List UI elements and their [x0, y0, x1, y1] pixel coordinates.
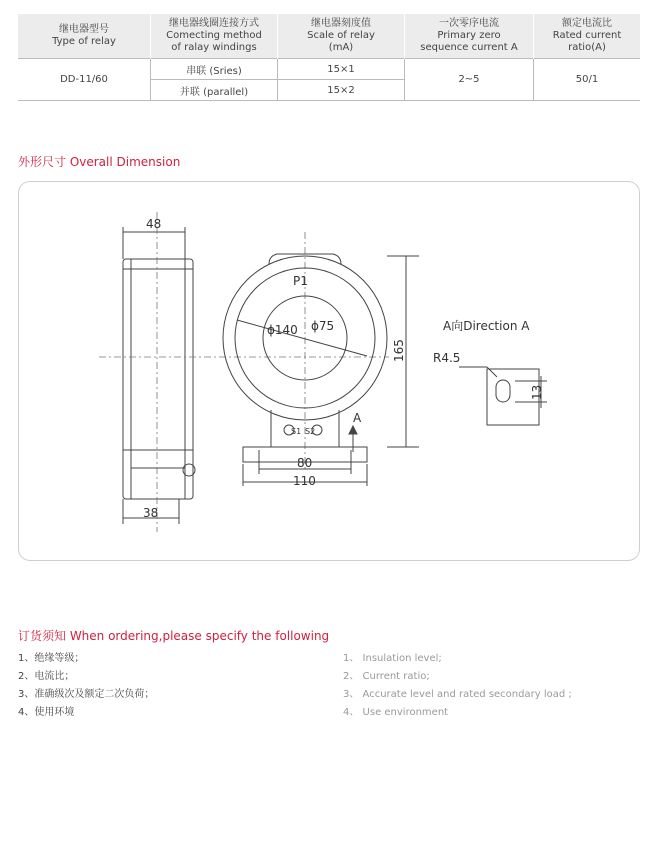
header-en: sequence current A [420, 42, 518, 53]
header-method [151, 14, 278, 59]
header-en: Type of relay [52, 36, 116, 47]
spec-table [18, 14, 640, 101]
list-item: 2、 Current ratio; [343, 671, 430, 682]
drawing-svg [19, 182, 639, 560]
dim-radius: R4.5 [433, 351, 461, 365]
table-row [18, 59, 640, 80]
list-item: 2、电流比； [18, 671, 75, 682]
ordering-title: 订货须知 When ordering,please specify the following [18, 629, 330, 643]
dim-width-top: 48 [146, 217, 162, 231]
cell-method: 串联 (Sries) [151, 59, 278, 80]
header-cn: 额定电流比 [562, 18, 612, 29]
dim-bore-diameter: ϕ75 [311, 319, 335, 333]
ordering-list-cn [18, 650, 154, 722]
list-item: 4、使用环境 [18, 707, 75, 718]
header-cn: 继电器线圈连接方式 [169, 18, 259, 29]
dim-slot: 13 [530, 384, 544, 400]
label-direction: A向Direction A [443, 319, 530, 333]
ordering-list-en [343, 650, 572, 722]
cell-scale: 15×2 [278, 80, 405, 101]
label-terminal-s1: S1 [291, 427, 302, 436]
header-type [18, 14, 151, 59]
list-item: 4、 Use environment [343, 707, 449, 718]
header-cn: 继电器刻度值 [311, 18, 371, 29]
dimension-drawing [18, 181, 640, 561]
header-cn: 继电器型号 [59, 24, 109, 35]
header-en: Primary zero [437, 30, 501, 41]
list-item: 3、 Accurate level and rated secondary load ; [343, 689, 572, 700]
header-cn: 一次零序电流 [439, 18, 499, 29]
list-item: 1、 Insulation level; [343, 653, 442, 664]
label-terminal-s2: S2 [305, 427, 316, 436]
cell-model: DD-11/60 [18, 59, 151, 101]
cell-rated-ratio: 50/1 [534, 59, 641, 101]
label-p1: P1 [293, 274, 308, 288]
cell-primary-current: 2~5 [405, 59, 534, 101]
dim-inner-diameter: ϕ140 [267, 323, 298, 337]
header-scale [278, 14, 405, 59]
header-en: ratio(A) [568, 42, 606, 53]
cell-method: 并联 (parallel) [151, 80, 278, 101]
dim-base-inner: 80 [297, 456, 313, 470]
header-primary [405, 14, 534, 59]
list-item: 1、绝缘等级； [18, 653, 85, 664]
label-view-marker: A [353, 411, 362, 425]
dim-base-outer: 110 [293, 474, 316, 488]
header-en: of ralay windings [171, 42, 257, 53]
cell-scale: 15×1 [278, 59, 405, 80]
header-en: Rated current [552, 30, 622, 41]
list-item: 3、准确级次及额定二次负荷； [18, 689, 155, 700]
dimension-title: 外形尺寸 Overall Dimension [18, 155, 181, 169]
header-ratio [534, 14, 641, 59]
header-en: Comecting method [166, 30, 262, 41]
header-en: Scale of relay [307, 30, 375, 41]
header-en: (mA) [328, 42, 354, 53]
dim-width-bottom: 38 [143, 506, 159, 520]
dim-height: 165 [392, 339, 406, 362]
